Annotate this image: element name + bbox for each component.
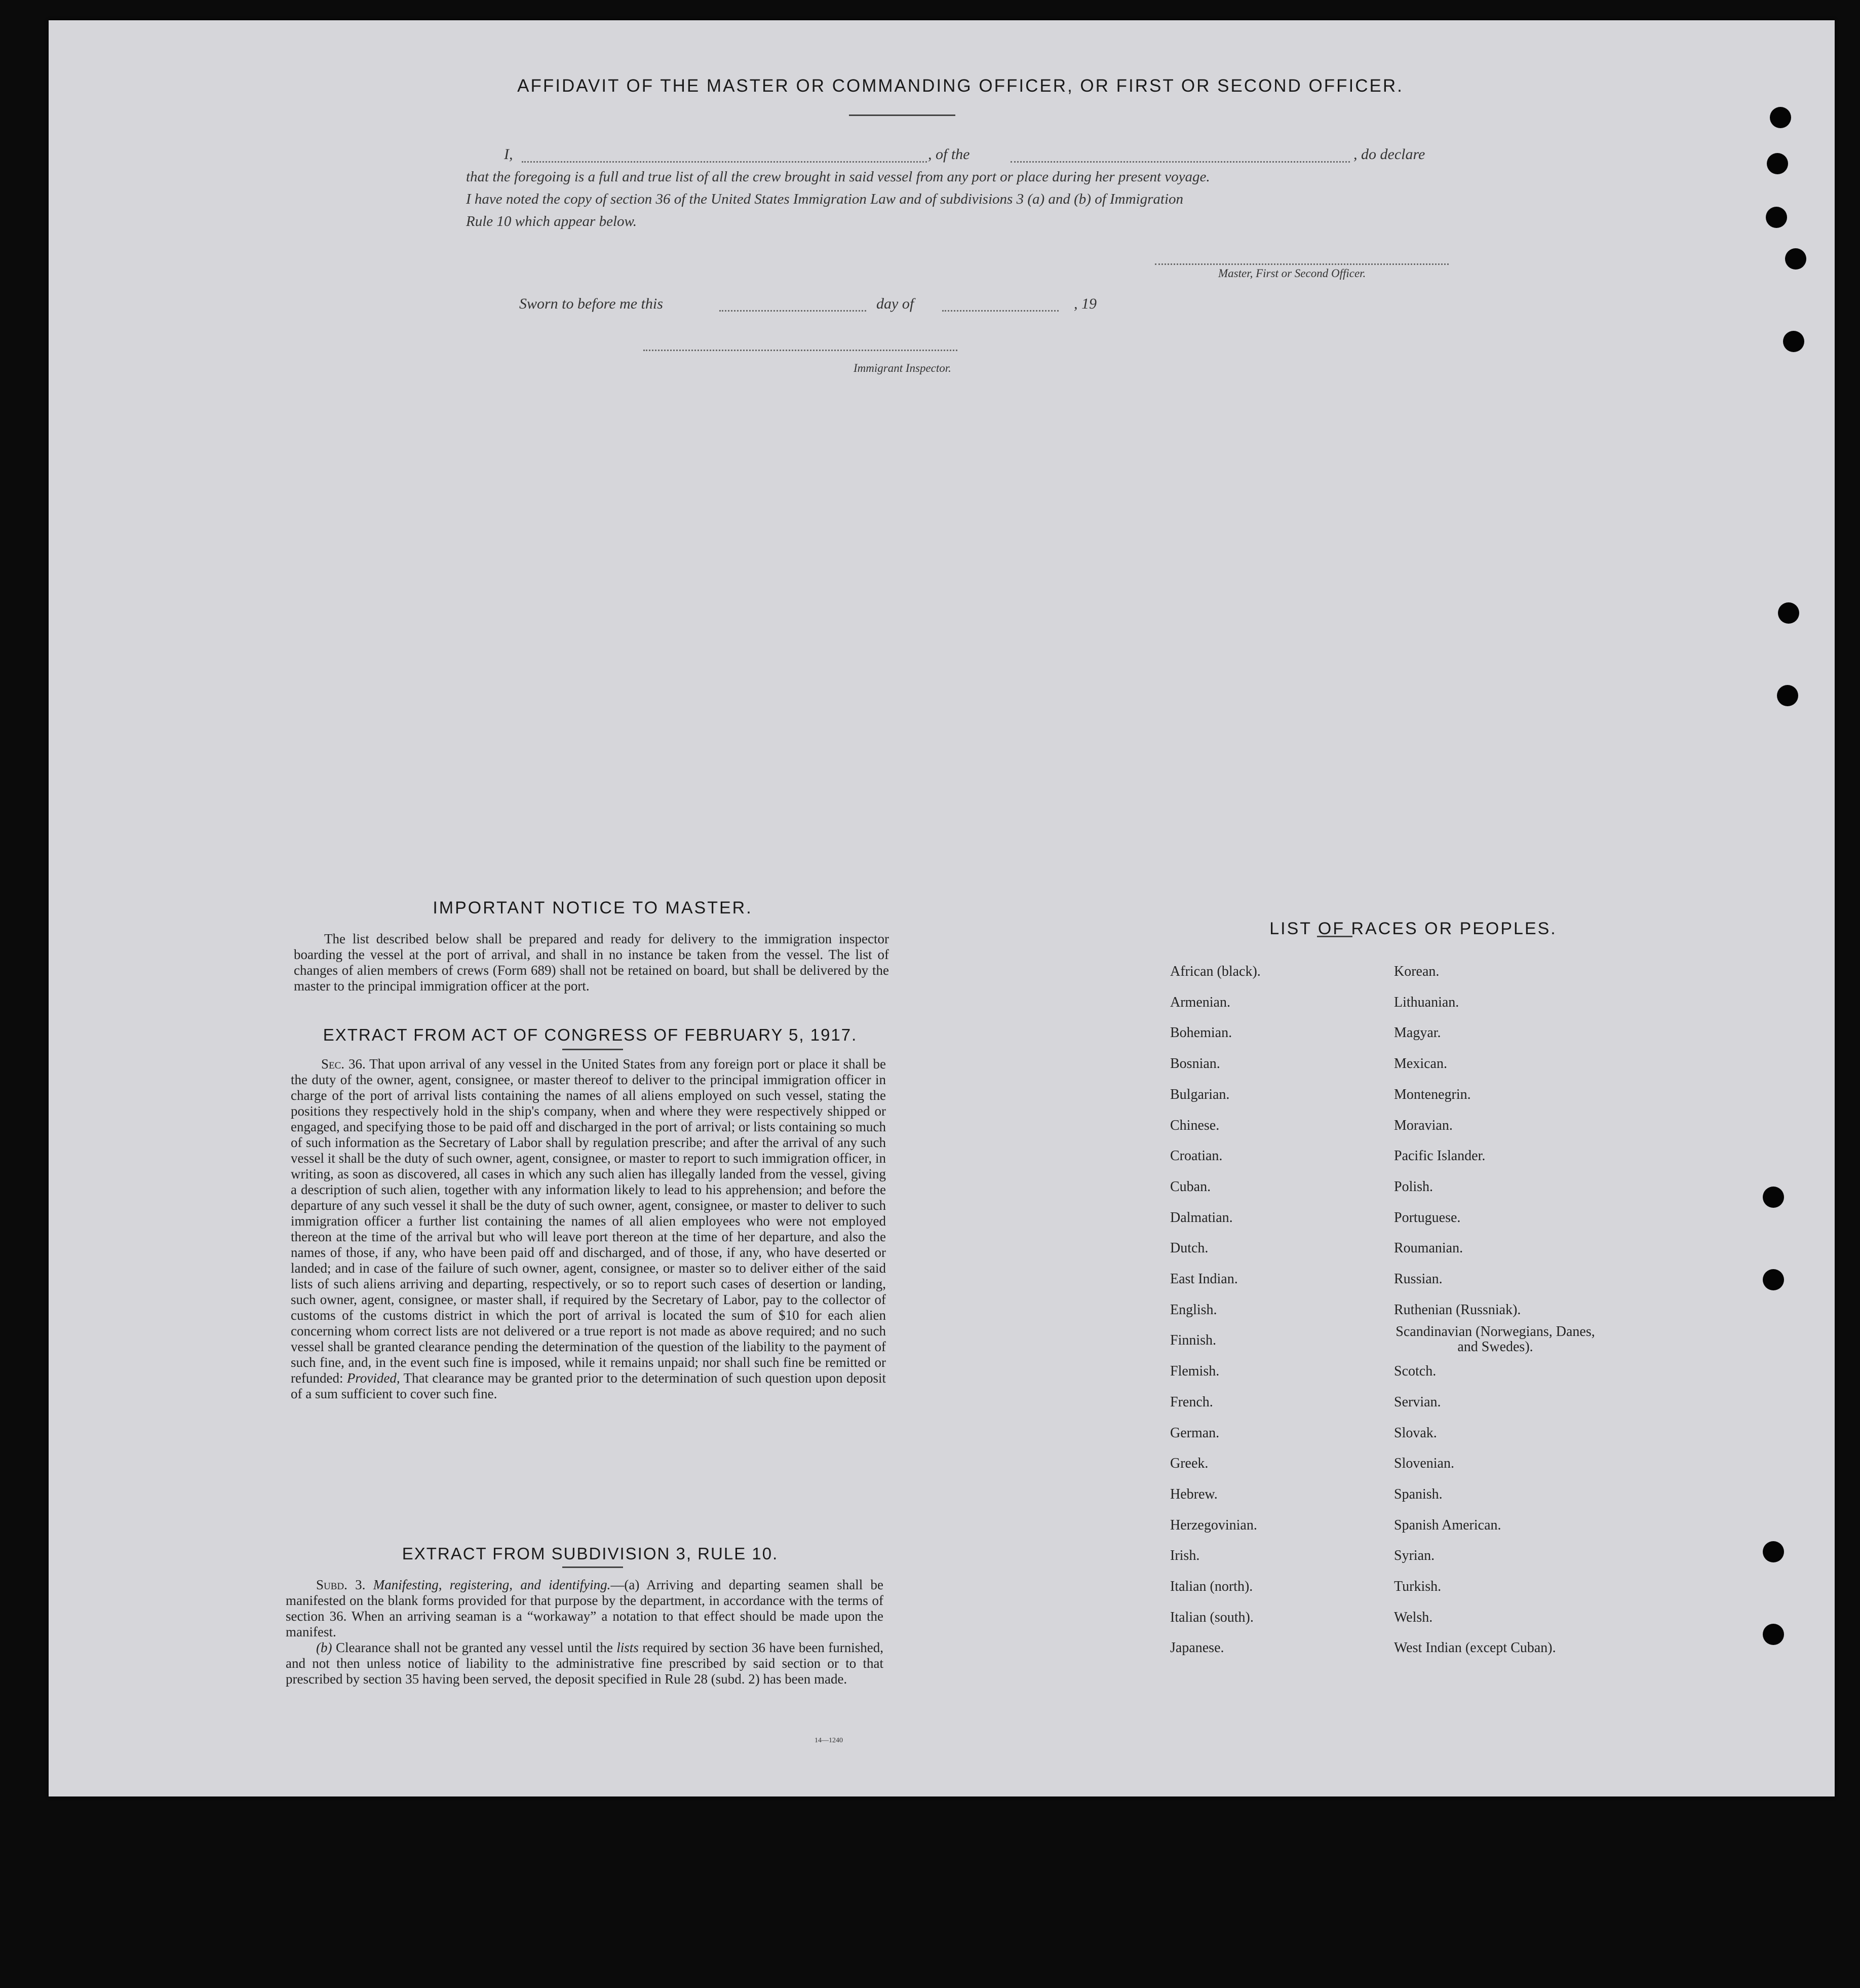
race-item: Polish. <box>1394 1178 1433 1195</box>
punch-hole-icon <box>1783 331 1804 352</box>
race-item: Japanese. <box>1170 1640 1224 1656</box>
day-of-label: day of <box>876 295 914 312</box>
signature-caption: Master, First or Second Officer. <box>1218 267 1366 280</box>
affidavit-i-label: I, <box>504 146 513 163</box>
punch-hole-icon <box>1778 602 1799 624</box>
punch-hole-icon <box>1763 1187 1784 1208</box>
name-blank <box>522 161 927 163</box>
race-item: Spanish American. <box>1394 1517 1501 1533</box>
race-item: Bulgarian. <box>1170 1086 1230 1102</box>
race-item: Bosnian. <box>1170 1056 1220 1072</box>
race-item: Portuguese. <box>1394 1209 1461 1226</box>
race-item: Slovenian. <box>1394 1456 1454 1472</box>
act-text-before: That upon arrival of any vessel in the United States from any foreign port or place it shall be the duty of the owner, agent, consignee, or master thereof to deliver to the principal immigration officer in charge of the port of arrival lists containing the names of all aliens employed on such vessel, stating the positions they respectively hold in the ship's company, when and where they were respectively shipped or engaged, and specifying those to be paid off and discharged in the port of arrival; or lists containing so much of such information as the Secretary of Labor shall by regulation prescribe; and after the arrival of any such vessel it shall be the duty of such owner, agent, consignee, or master to report to such immigration officer, in writing, as soon as discovered, all cases in which any such alien has illegally landed from the vessel, giving a description of such alien, together with any information likely to lead to his apprehension; and before the departure of any such vessel it shall be the duty of such owner, agent, consignee, or master to deliver to such immigration officer a further list containing the names of all alien employees who were not employed thereon at the time of the arrival but who will leave port thereon at the time of her departure, and also the names of those, if any, who have been paid off and discharged, and of those, if any, who have deserted or landed; and in case of the failure of such owner, agent, consignee, or master so to deliver either of the said lists of such aliens arriving and departing, respectively, or so to report such cases of desertion or landing, such owner, agent, consignee, or master shall, if required by the Secretary of Labor, pay to the collector of customs of the customs district in which the port of arrival is located the sum of $10 for each alien concerning whom correct lists are not delivered or a true report is not made as above required; and no such vessel shall be granted clearance pending the determination of the question of the liability to the payment of such fine, and, in the event such fine is imposed, while it remains unpaid; nor shall such fine be remitted or refunded: <box>291 1056 886 1386</box>
race-item: Cuban. <box>1170 1178 1211 1195</box>
race-item: Ruthenian (Russniak). <box>1394 1302 1521 1318</box>
punch-hole-icon <box>1766 207 1787 228</box>
act-title: EXTRACT FROM ACT OF CONGRESS OF FEBRUARY 5, 1917. <box>323 1025 858 1044</box>
act-text-after: That clearance may be granted prior to the determination of such question upon deposit of a sum sufficient to cover such fine. <box>291 1370 886 1401</box>
race-item: Pacific Islander. <box>1394 1148 1486 1164</box>
race-item: Slovak. <box>1394 1425 1437 1441</box>
race-item: Dalmatian. <box>1170 1209 1233 1226</box>
day-blank <box>719 310 866 312</box>
race-item: East Indian. <box>1170 1271 1238 1287</box>
vessel-blank <box>1011 161 1350 163</box>
race-item: Spanish. <box>1394 1486 1443 1502</box>
races-title: LIST OF RACES OR PEOPLES. <box>1269 919 1557 938</box>
race-item: Finnish. <box>1170 1332 1217 1349</box>
notice-text: The list described below shall be prepared and ready for delivery to the immigration inspector boarding the vessel at the port of arrival, and shall in no instance be taken from the vessel. The list of changes of alien members of crews (Form 689) shall not be retained on board, but shall be delivered by the master to the principal immigration officer at the port. <box>294 931 889 993</box>
act-section-label: Sec. 36. <box>321 1056 366 1072</box>
title-rule <box>849 114 955 116</box>
race-item: French. <box>1170 1394 1213 1410</box>
punch-hole-icon <box>1785 248 1806 270</box>
act-rule <box>562 1049 623 1050</box>
rule-body <box>286 1577 883 1687</box>
race-item: Flemish. <box>1170 1363 1220 1380</box>
punch-hole-icon <box>1767 153 1788 174</box>
race-item: Welsh. <box>1394 1609 1433 1625</box>
act-provided: Provided, <box>346 1370 400 1386</box>
punch-hole-icon <box>1777 685 1798 706</box>
subd-b-text-2: required by section 36 have been furnished, and not then unless notice of liability to the administrative fine prescribed by said section or to that prescribed by section 35 having been served, the deposit specified in Rule 28 (subd. 2) has been made. <box>286 1640 884 1687</box>
rule-title: EXTRACT FROM SUBDIVISION 3, RULE 10. <box>402 1544 779 1563</box>
punch-hole-icon <box>1763 1541 1784 1562</box>
race-item: Servian. <box>1394 1394 1441 1410</box>
race-item: Greek. <box>1170 1456 1209 1472</box>
inspector-caption: Immigrant Inspector. <box>854 362 951 374</box>
race-item: Moravian. <box>1394 1117 1453 1133</box>
inspector-blank <box>643 350 957 351</box>
race-item: Italian (north). <box>1170 1579 1253 1594</box>
subd-b-text-1: Clearance shall not be granted any vessel until the <box>335 1640 613 1655</box>
race-item: Russian. <box>1394 1271 1443 1287</box>
race-item: Korean. <box>1394 964 1440 979</box>
race-item: English. <box>1170 1302 1217 1318</box>
race-item: Chinese. <box>1170 1117 1220 1133</box>
affidavit-of-the: , of the <box>928 146 970 163</box>
year-label: , 19 <box>1074 295 1097 312</box>
month-blank <box>942 310 1059 312</box>
affidavit-do-declare: , do declare <box>1353 146 1425 163</box>
races-rule <box>1317 936 1352 937</box>
signature-blank <box>1155 263 1449 265</box>
race-item: Lithuanian. <box>1394 994 1459 1010</box>
race-item: Scandinavian (Norwegians, Danes, and Swedes). <box>1396 1324 1595 1355</box>
race-item: Hebrew. <box>1170 1486 1218 1502</box>
notice-title: IMPORTANT NOTICE TO MASTER. <box>433 898 753 917</box>
race-item: Bohemian. <box>1170 1025 1232 1041</box>
notice-body <box>294 931 889 994</box>
sworn-label: Sworn to before me this <box>519 295 663 312</box>
affidavit-line-3: Rule 10 which appear below. <box>466 213 637 230</box>
race-item: Syrian. <box>1394 1548 1435 1564</box>
race-item: Armenian. <box>1170 994 1230 1010</box>
punch-hole-icon <box>1763 1624 1784 1645</box>
race-item: West Indian (except Cuban). <box>1394 1640 1556 1656</box>
subd-italic: Manifesting, registering, and identifying. <box>373 1577 611 1592</box>
punch-hole-icon <box>1763 1269 1784 1290</box>
race-item: Dutch. <box>1170 1240 1209 1256</box>
race-item: Herzegovinian. <box>1170 1517 1257 1533</box>
race-item: Croatian. <box>1170 1148 1223 1164</box>
race-item: Irish. <box>1170 1548 1200 1564</box>
race-item: German. <box>1170 1425 1220 1441</box>
affidavit-title: AFFIDAVIT OF THE MASTER OR COMMANDING OFFICER, OR FIRST OR SECOND OFFICER. <box>517 76 1404 96</box>
rule-rule <box>562 1566 623 1568</box>
affidavit-line-2: I have noted the copy of section 36 of the United States Immigration Law and of subdivisions 3 (a) and (b) of Immigration <box>466 191 1184 207</box>
subd-b-lists: lists <box>616 1640 639 1655</box>
race-item: Magyar. <box>1394 1025 1441 1041</box>
race-item: Mexican. <box>1394 1056 1447 1072</box>
subd-a: —(a) Arriving and departing seamen shall be manifested on the blank forms provided for that purpose by the department, in accordance with the terms of section 36. When an arriving seaman is a “workaway” a notation to that effect should be made upon the manifest. <box>286 1577 883 1639</box>
act-body <box>291 1056 886 1402</box>
race-item: Italian (south). <box>1170 1609 1254 1625</box>
subd-b-label: (b) <box>316 1640 332 1655</box>
race-item: Scotch. <box>1394 1363 1437 1380</box>
punch-hole-icon <box>1770 107 1791 128</box>
subd-label: Subd. 3. <box>316 1577 366 1592</box>
race-item: Turkish. <box>1394 1579 1442 1594</box>
race-item: Montenegrin. <box>1394 1086 1471 1102</box>
form-number: 14—1240 <box>815 1737 843 1744</box>
race-item: Roumanian. <box>1394 1240 1463 1256</box>
affidavit-line-1: that the foregoing is a full and true list of all the crew brought in said vessel from any port or place during her present voyage. <box>466 169 1210 185</box>
race-item: African (black). <box>1170 964 1261 979</box>
